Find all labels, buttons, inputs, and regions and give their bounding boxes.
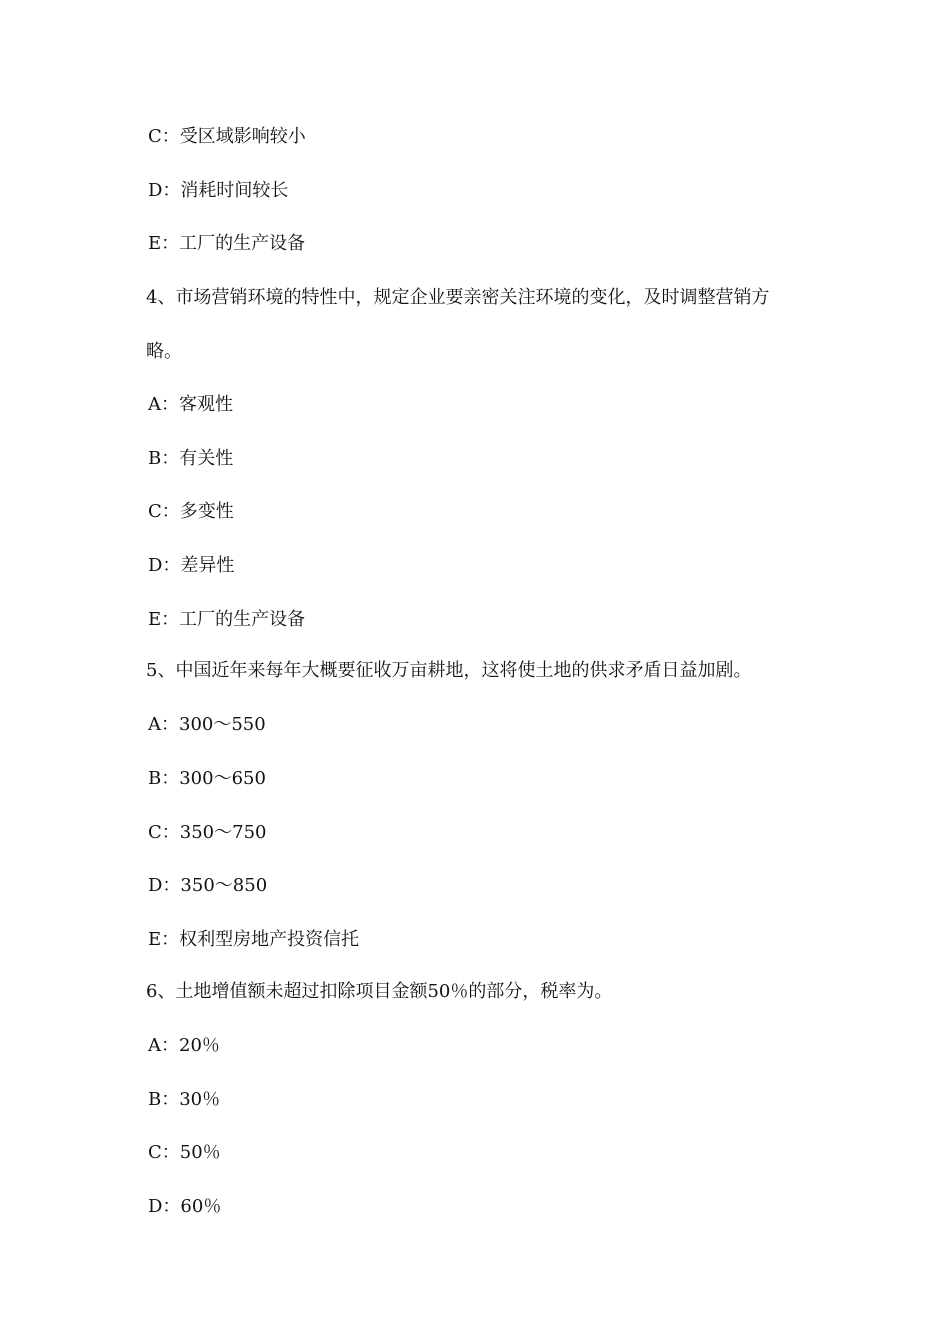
option-e-line: E：工厂的生产设备 [148, 233, 306, 254]
option-c-line: C：受区域影响较小 [148, 126, 306, 147]
question-6-text: 6、土地增值额未超过扣除项目金额50％的部分，税率为。 [146, 981, 613, 1002]
question-5-text: 5、中国近年来每年大概要征收万亩耕地，这将使土地的供求矛盾日益加剧。 [146, 660, 752, 681]
option-e-line: E：权利型房地产投资信托 [148, 929, 360, 950]
option-a-line: A：客观性 [148, 394, 233, 415]
option-d-line: D：消耗时间较长 [148, 180, 289, 201]
option-c-line: C：350～750 [148, 822, 267, 843]
option-b-line: B：有关性 [148, 448, 234, 469]
option-d-line: D：60％ [148, 1196, 222, 1217]
option-e-line: E：工厂的生产设备 [148, 609, 306, 630]
option-b-line: B：300～650 [148, 768, 266, 789]
option-c-line: C：50％ [148, 1142, 221, 1163]
question-4-text: 4、市场营销环境的特性中，规定企业要亲密关注环境的变化，及时调整营销方 [146, 287, 770, 308]
option-d-line: D：差异性 [148, 555, 235, 576]
option-d-line: D：350～850 [148, 875, 268, 896]
option-c-line: C：多变性 [148, 501, 234, 522]
option-b-line: B：30％ [148, 1089, 221, 1110]
option-a-line: A：20％ [148, 1035, 220, 1056]
option-a-line: A：300～550 [148, 714, 266, 735]
question-4-continuation: 略。 [146, 341, 182, 362]
